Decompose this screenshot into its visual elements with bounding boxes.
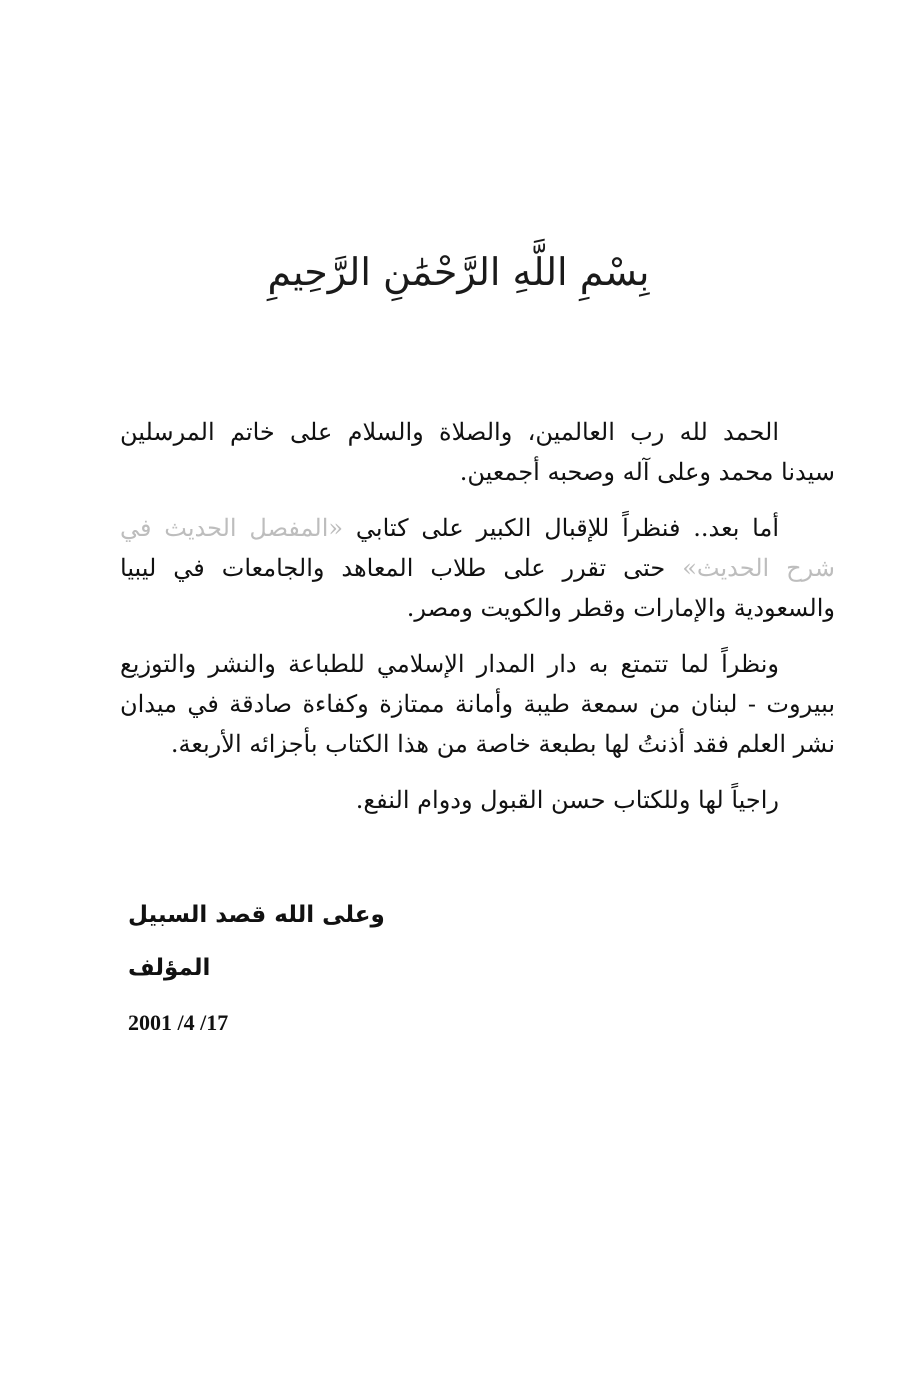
paragraph-opening: الحمد لله رب العالمين، والصلاة والسلام على خاتم المرسلين سيدنا محمد وعلى آله وصحبه أجمعين. <box>120 418 835 486</box>
letter-body <box>120 412 835 836</box>
book-title: «المفصل الحديث في شرح الحديث» <box>120 514 836 582</box>
paragraph-book-reference <box>120 508 835 628</box>
basmala-heading: بِسْمِ اللَّهِ الرَّحْمَٰنِ الرَّحِيمِ <box>267 250 650 294</box>
closing-phrase: وعلى الله قصد السبيل <box>128 902 385 928</box>
paragraph-book-reference-start: أما بعد.. فنظراً للإقبال الكبير على كتابي <box>343 514 780 542</box>
paragraph-wish: راجياً لها وللكتاب حسن القبول ودوام النفع. <box>355 786 779 814</box>
paragraph-publisher: ونظراً لما تتمتع به دار المدار الإسلامي للطباعة والنشر والتوزيع ببيروت - لبنان من سمعة طيبة وأمانة ممتازة وكفاءة صادقة في ميدان نشر العلم فقد أذنتُ لها بطبعة خاصة من هذا الكتاب بأجزائه الأربعة. <box>120 650 835 758</box>
date-label: 2001 /4 /17 <box>128 1010 229 1035</box>
author-label: المؤلف <box>128 955 211 981</box>
paragraph-book-reference-end: حتى تقرر على طلاب المعاهد والجامعات في ليبيا والسعودية والإمارات وقطر والكويت ومصر. <box>120 554 835 622</box>
